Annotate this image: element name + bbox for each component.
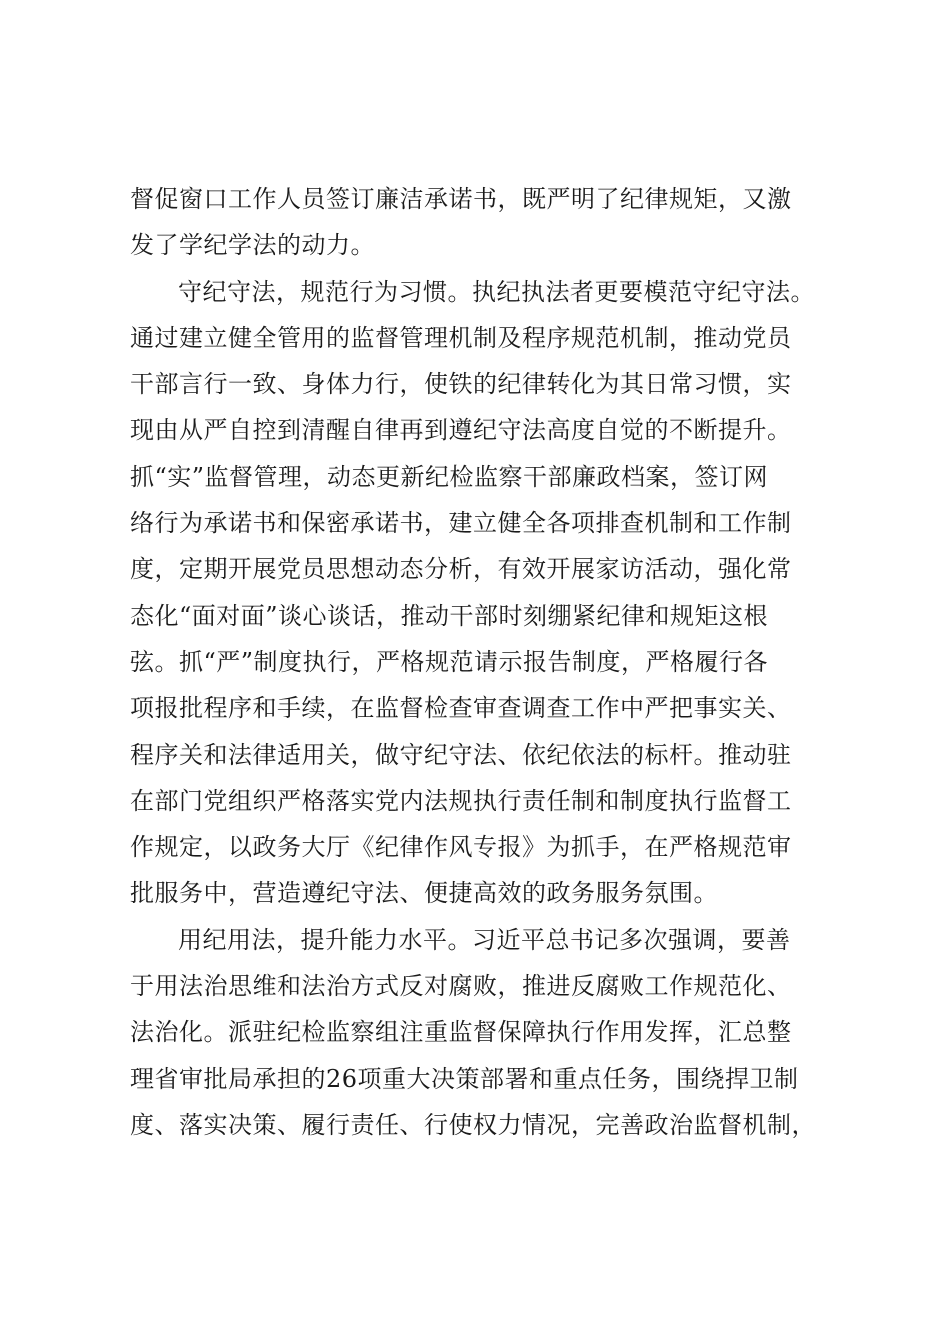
text-line: 批服务中，营造遵纪守法、便捷高效的政务服务氛围。 [130, 879, 718, 908]
text-line: 干部言行一致、身体力行，使铁的纪律转化为其日常习惯，实 [130, 370, 792, 399]
text-line: 作规定，以政务大厅《纪律作风专报》为抓手，在严格规范审 [130, 833, 792, 862]
paragraph-start-line: 守纪守法，规范行为习惯。执纪执法者更要模范守纪守法。 [178, 277, 815, 306]
text-line: 于用法治思维和法治方式反对腐败，推进反腐败工作规范化、 [130, 972, 792, 1001]
text-line: 督促窗口工作人员签订廉洁承诺书，既严明了纪律规矩，又激 [130, 185, 792, 213]
text-line: 弦。抓“严”制度执行，严格规范请示报告制度，严格履行各 [130, 647, 769, 676]
text-line: 理省审批局承担的26项重大决策部署和重点任务，围绕捍卫制 [130, 1064, 799, 1093]
text-line: 通过建立健全管用的监督管理机制及程序规范机制，推动党员 [130, 323, 792, 352]
paragraph-start-line: 用纪用法，提升能力水平。习近平总书记多次强调，要善 [178, 925, 791, 954]
text-line: 抓“实”监督管理，动态更新纪检监察干部廉政档案，签订网 [130, 462, 769, 491]
text-line: 项报批程序和手续，在监督检查审查调查工作中严把事实关、 [130, 694, 792, 723]
text-line: 度，定期开展党员思想动态分析，有效开展家访活动，强化常 [130, 555, 792, 584]
body-text [130, 176, 830, 1148]
text-line: 法治化。派驻纪检监察组注重监督保障执行作用发挥，汇总整 [130, 1018, 792, 1047]
text-line: 态化“面对面”谈心谈话，推动干部时刻绷紧纪律和规矩这根 [130, 601, 769, 630]
text-line: 度、落实决策、履行责任、行使权力情况，完善政治监督机制， [130, 1110, 816, 1139]
text-line: 发了学纪学法的动力。 [130, 231, 375, 260]
text-line: 络行为承诺书和保密承诺书，建立健全各项排查机制和工作制 [130, 509, 792, 538]
text-line: 程序关和法律适用关，做守纪守法、依纪依法的标杆。推动驻 [130, 740, 792, 769]
text-line: 在部门党组织严格落实党内法规执行责任制和制度执行监督工 [130, 786, 792, 815]
text-line: 现由从严自控到清醒自律再到遵纪守法高度自觉的不断提升。 [130, 416, 792, 445]
